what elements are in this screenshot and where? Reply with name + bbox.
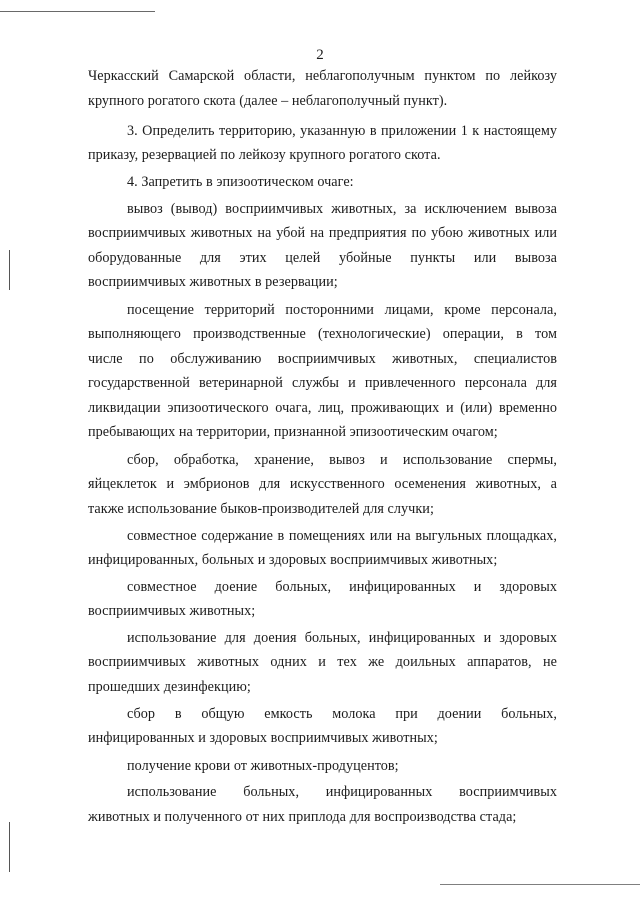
text-line: прошедших дезинфекцию; [88, 679, 251, 695]
text-line: приказу, резервацией по лейкозу крупного рогатого скота. [88, 147, 441, 163]
text-line: использование для доения больных, инфицированных и здоровых [127, 630, 557, 646]
text-line: использование больных, инфицированных восприимчивых [127, 784, 557, 800]
scan-mark-top-left [0, 11, 155, 12]
text-line: сбор, обработка, хранение, вывоз и использование спермы, [127, 452, 557, 468]
text-line: ликвидации эпизоотического очага, лиц, проживающих и (или) временно [88, 400, 557, 416]
text-line: совместное содержание в помещениях или на выгульных площадках, [127, 528, 557, 544]
text-line: также использование быков-производителей для случки; [88, 501, 434, 517]
text-line: 4. Запретить в эпизоотическом очаге: [127, 174, 354, 190]
text-line: посещение территорий посторонними лицами, кроме персонала, [127, 302, 557, 318]
text-line: восприимчивых животных на убой на предприятия по убою животных или [88, 225, 557, 241]
text-line: восприимчивых животных одних и тех же доильных аппаратов, не [88, 654, 557, 670]
text-line: государственной ветеринарной службы и привлеченного персонала для [88, 375, 557, 391]
text-line: 3. Определить территорию, указанную в приложении 1 к настоящему [127, 123, 557, 139]
scan-mark-bottom-right [440, 884, 640, 885]
text-line: пребывающих на территории, признанной эпизоотическим очагом; [88, 424, 498, 440]
scan-mark-left-lower [9, 822, 10, 872]
text-line: восприимчивых животных; [88, 603, 256, 619]
text-line: получение крови от животных-продуцентов; [127, 758, 399, 774]
text-line: инфицированных и здоровых восприимчивых животных; [88, 730, 438, 746]
text-line: инфицированных, больных и здоровых восприимчивых животных; [88, 552, 498, 568]
text-line: Черкасский Самарской области, неблагополучным пунктом по лейкозу [88, 68, 557, 84]
text-line: числе по обслуживанию восприимчивых животных, специалистов [88, 351, 557, 367]
text-line: выполняющего производственные (технологические) операции, в том [88, 326, 557, 342]
text-line: совместное доение больных, инфицированных и здоровых [127, 579, 557, 595]
text-line: крупного рогатого скота (далее – неблагополучный пункт). [88, 93, 448, 109]
page-number: 2 [316, 47, 324, 63]
text-line: сбор в общую емкость молока при доении больных, [127, 706, 557, 722]
text-line: восприимчивых животных в резервации; [88, 274, 338, 290]
text-line: яйцеклеток и эмбрионов для искусственного осеменения животных, а [88, 476, 557, 492]
text-line: вывоз (вывод) восприимчивых животных, за исключением вывоза [127, 201, 557, 217]
text-line: животных и полученного от них приплода для воспроизводства стада; [88, 809, 517, 825]
scan-mark-left-upper [9, 250, 10, 290]
text-line: оборудованные для этих целей убойные пункты или вывоза [88, 250, 557, 266]
